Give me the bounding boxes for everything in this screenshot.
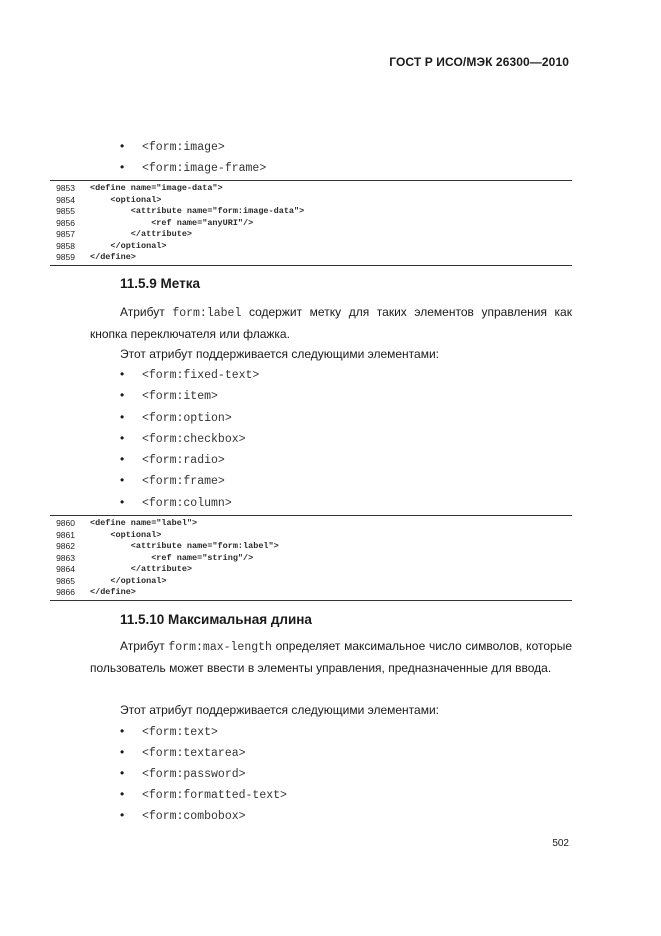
list-item: • <form:formatted-text> <box>120 787 287 802</box>
code-line: 9865 </optional> <box>56 575 167 586</box>
supported-elements-note: Этот атрибут поддерживается следующими элементами: <box>120 347 440 361</box>
code-line: 9861 <optional> <box>56 529 162 540</box>
code-line: 9862 <attribute name="form:label"> <box>56 541 279 551</box>
list-item: • <form:radio> <box>120 452 225 467</box>
list-item: • <form:checkbox> <box>120 431 246 446</box>
section-max-length-paragraph: Атрибут form:max-length определяет максимальное число символов, которые пользователь может ввести в элементы управления, предназначенные для ввода. <box>90 639 572 675</box>
section-label-paragraph: Атрибут form:label содержит метку для таких элементов управления как кнопка переключателя или флажка. <box>90 305 572 341</box>
bullet-icon: • <box>120 160 125 174</box>
code-line: 9860 <define name="label"> <box>56 518 198 528</box>
code-line: 9866 </define> <box>56 587 136 597</box>
page-number: 502 <box>552 838 569 849</box>
document-header: ГОСТ Р ИСО/МЭК 26300—2010 <box>389 55 569 69</box>
list-item: • <form:textarea> <box>120 745 246 760</box>
list-item: • <form:password> <box>120 766 246 781</box>
list-item: • <form:frame> <box>120 473 225 488</box>
bullet-icon: • <box>120 495 125 509</box>
code-line: 9857 </attribute> <box>56 229 193 239</box>
list-item: • <form:image> <box>120 139 225 154</box>
bullet-icon: • <box>120 724 125 738</box>
bullet-icon: • <box>120 787 125 801</box>
code-block-image-data <box>50 180 572 266</box>
list-item: • <form:column> <box>120 495 232 510</box>
code-line: 9853 <define name="image-data"> <box>56 183 223 193</box>
section-title-label: 11.5.9 Метка <box>120 276 200 291</box>
list-item: • <form:combobox> <box>120 808 246 823</box>
list-item: • <form:item> <box>120 388 218 403</box>
bullet-icon: • <box>120 452 125 466</box>
list-item: • <form:option> <box>120 410 232 425</box>
section-title-max-length: 11.5.10 Максимальная длина <box>120 612 312 627</box>
code-line: 9858 </optional> <box>56 240 167 251</box>
code-block-label <box>50 515 572 601</box>
bullet-icon: • <box>120 367 125 381</box>
code-line: 9859 </define> <box>56 252 136 262</box>
code-line: 9855 <attribute name="form:image-data"> <box>56 206 305 216</box>
bullet-icon: • <box>120 745 125 759</box>
bullet-icon: • <box>120 139 125 153</box>
code-line: 9864 </attribute> <box>56 564 193 574</box>
bullet-icon: • <box>120 410 125 424</box>
list-item: • <form:fixed-text> <box>120 367 260 382</box>
code-line: 9856 <ref name="anyURI"/> <box>56 217 254 228</box>
bullet-icon: • <box>120 431 125 445</box>
bullet-icon: • <box>120 388 125 402</box>
list-item: • <form:image-frame> <box>120 160 267 175</box>
code-line: 9863 <ref name="string"/> <box>56 552 254 563</box>
list-item: • <form:text> <box>120 724 218 739</box>
code-line: 9854 <optional> <box>56 194 162 205</box>
bullet-icon: • <box>120 766 125 780</box>
bullet-icon: • <box>120 473 125 487</box>
bullet-icon: • <box>120 808 125 822</box>
supported-elements-note: Этот атрибут поддерживается следующими элементами: <box>120 703 440 717</box>
